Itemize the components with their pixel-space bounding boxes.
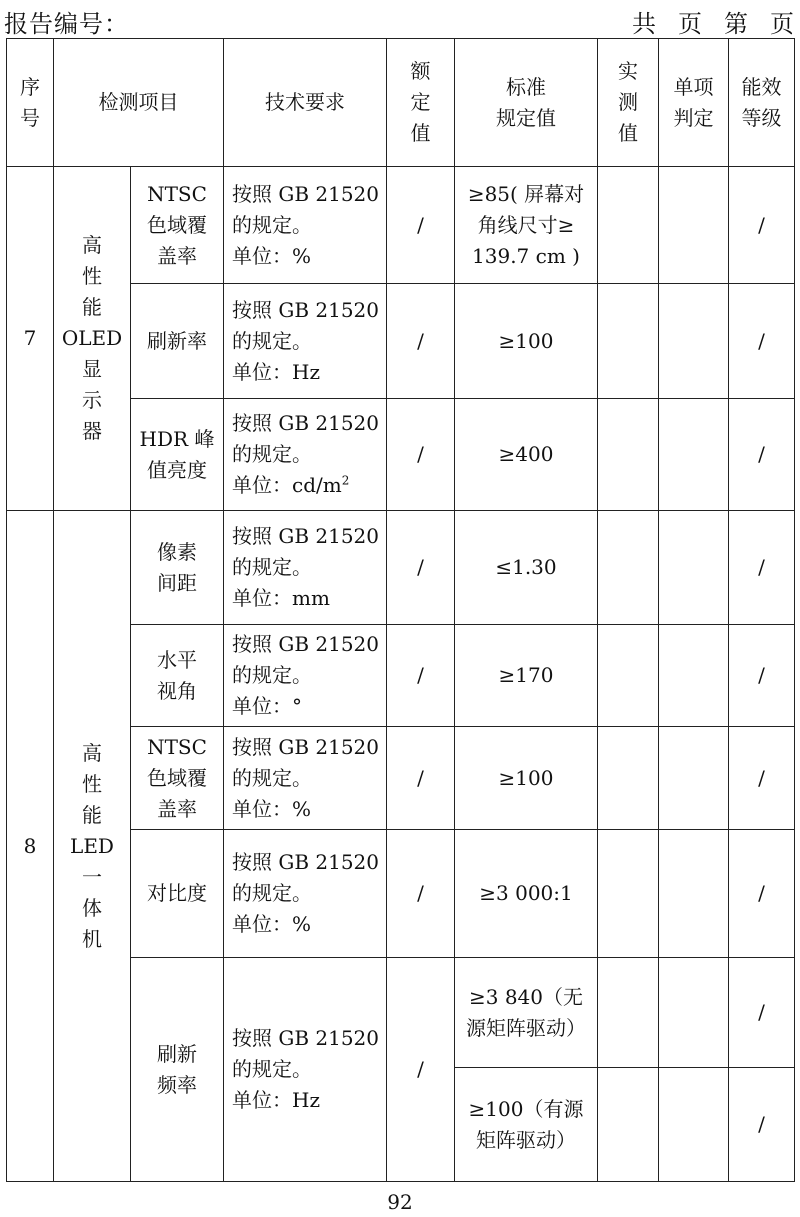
sub-item: 对比度 bbox=[131, 830, 224, 958]
measured-cell bbox=[598, 625, 659, 727]
judgement-cell bbox=[659, 958, 729, 1068]
requirement-cell: 按照 GB 21520 的规定。 单位：° bbox=[224, 625, 387, 727]
requirement-cell: 按照 GB 21520 的规定。 单位：% bbox=[224, 727, 387, 830]
col-judgement: 单项 判定 bbox=[659, 39, 729, 167]
standard-cell: ≥85( 屏幕对 角线尺寸≥ 139.7 cm ) bbox=[455, 167, 598, 284]
measured-cell bbox=[598, 727, 659, 830]
standard-cell: ≥3 840（无 源矩阵驱动） bbox=[455, 958, 598, 1068]
sub-item: 刷新率 bbox=[131, 284, 224, 399]
measured-cell bbox=[598, 1068, 659, 1182]
judgement-cell bbox=[659, 830, 729, 958]
rated-cell: / bbox=[387, 727, 455, 830]
measured-cell bbox=[598, 511, 659, 625]
requirement-cell: 按照 GB 21520 的规定。 单位：mm bbox=[224, 511, 387, 625]
report-number-label: 报告编号： bbox=[4, 10, 129, 38]
judgement-cell bbox=[659, 399, 729, 511]
sub-item: HDR 峰 值亮度 bbox=[131, 399, 224, 511]
judgement-cell bbox=[659, 284, 729, 399]
seq-cell: 8 bbox=[7, 511, 54, 1182]
col-grade: 能效 等级 bbox=[729, 39, 795, 167]
col-requirement: 技术要求 bbox=[224, 39, 387, 167]
rated-cell: / bbox=[387, 399, 455, 511]
judgement-cell bbox=[659, 1068, 729, 1182]
standard-cell: ≥400 bbox=[455, 399, 598, 511]
standard-cell: ≥100 bbox=[455, 284, 598, 399]
measured-cell bbox=[598, 167, 659, 284]
standard-cell: ≥100 bbox=[455, 727, 598, 830]
judgement-cell bbox=[659, 167, 729, 284]
standard-cell: ≥3 000:1 bbox=[455, 830, 598, 958]
grade-cell: / bbox=[729, 399, 795, 511]
group-name: 高 性 能 OLED 显 示 器 bbox=[54, 167, 131, 511]
table-row bbox=[7, 511, 795, 625]
seq-label: 第 bbox=[724, 10, 748, 38]
requirement-cell: 按照 GB 21520 的规定。 单位：Hz bbox=[224, 284, 387, 399]
col-measured: 实 测 值 bbox=[598, 39, 659, 167]
sub-item: NTSC 色域覆 盖率 bbox=[131, 727, 224, 830]
requirement-cell: 按照 GB 21520 的规定。 单位：Hz bbox=[224, 958, 387, 1182]
rated-cell: / bbox=[387, 511, 455, 625]
grade-cell: / bbox=[729, 284, 795, 399]
sub-item: 像素 间距 bbox=[131, 511, 224, 625]
measured-cell bbox=[598, 830, 659, 958]
grade-cell: / bbox=[729, 167, 795, 284]
col-standard: 标准 规定值 bbox=[455, 39, 598, 167]
judgement-cell bbox=[659, 727, 729, 830]
grade-cell: / bbox=[729, 1068, 795, 1182]
total-label: 共 bbox=[632, 10, 656, 38]
seq-cell: 7 bbox=[7, 167, 54, 511]
sub-item: 水平 视角 bbox=[131, 625, 224, 727]
col-rated: 额 定 值 bbox=[387, 39, 455, 167]
spec-table bbox=[6, 38, 795, 1182]
col-item: 检测项目 bbox=[54, 39, 224, 167]
requirement-cell: 按照 GB 21520 的规定。 单位：% bbox=[224, 830, 387, 958]
rated-cell: / bbox=[387, 167, 455, 284]
page-count bbox=[610, 4, 794, 39]
page-label-2: 页 bbox=[770, 10, 794, 38]
grade-cell: / bbox=[729, 958, 795, 1068]
page-label: 页 bbox=[678, 10, 702, 38]
rated-cell: / bbox=[387, 625, 455, 727]
grade-cell: / bbox=[729, 625, 795, 727]
grade-cell: / bbox=[729, 830, 795, 958]
rated-cell: / bbox=[387, 830, 455, 958]
col-seq: 序 号 bbox=[7, 39, 54, 167]
standard-cell: ≥100（有源 矩阵驱动） bbox=[455, 1068, 598, 1182]
judgement-cell bbox=[659, 511, 729, 625]
table-row bbox=[7, 167, 795, 284]
grade-cell: / bbox=[729, 727, 795, 830]
grade-cell: / bbox=[729, 511, 795, 625]
requirement-cell: 按照 GB 21520 的规定。 单位：$cd/m^2$ bbox=[224, 399, 387, 511]
sub-item: 刷新 频率 bbox=[131, 958, 224, 1182]
standard-cell: ≤1.30 bbox=[455, 511, 598, 625]
rated-cell: / bbox=[387, 284, 455, 399]
sub-item: NTSC 色域覆 盖率 bbox=[131, 167, 224, 284]
group-name: 高 性 能 LED 一 体 机 bbox=[54, 511, 131, 1182]
page-number: 92 bbox=[387, 1190, 413, 1214]
measured-cell bbox=[598, 284, 659, 399]
requirement-cell: 按照 GB 21520 的规定。 单位：% bbox=[224, 167, 387, 284]
measured-cell bbox=[598, 399, 659, 511]
standard-cell: ≥170 bbox=[455, 625, 598, 727]
rated-cell: / bbox=[387, 958, 455, 1182]
header-row bbox=[7, 39, 795, 167]
judgement-cell bbox=[659, 625, 729, 727]
measured-cell bbox=[598, 958, 659, 1068]
